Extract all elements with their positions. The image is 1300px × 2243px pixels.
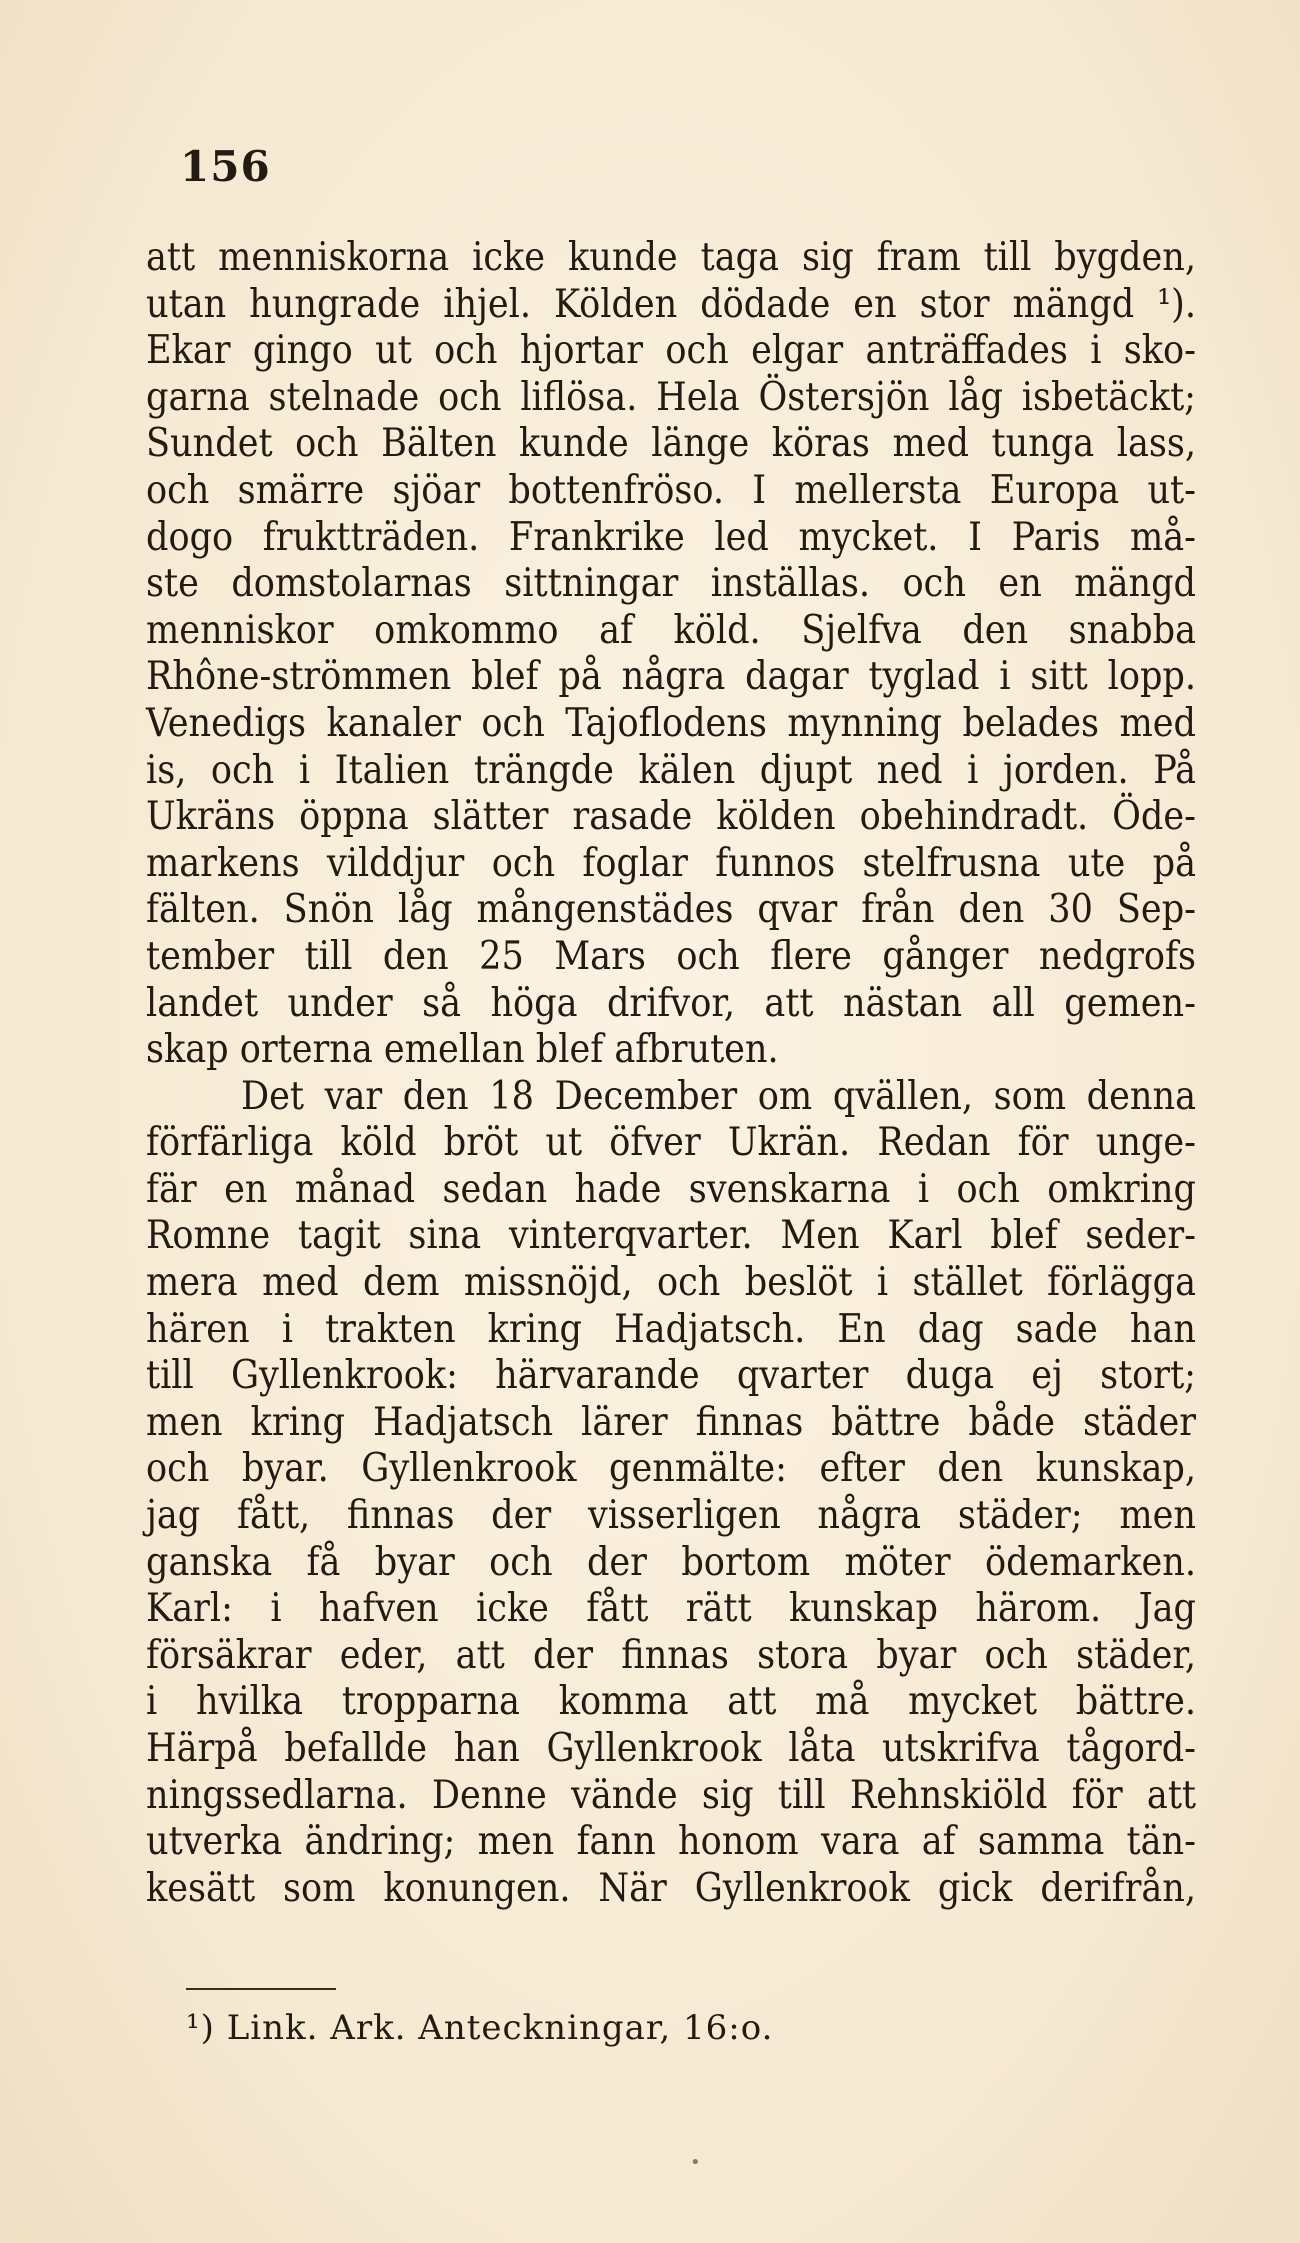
- text-line: ningssedlarna. Denne vände sig till Rehnskiöld för att: [146, 1772, 1196, 1818]
- text-line: hären i trakten kring Hadjatsch. En dag sade han: [146, 1306, 1196, 1352]
- text-line: till Gyllenkrook: härvarande qvarter duga ej stort;: [146, 1353, 1196, 1399]
- text-line: Sundet och Bälten kunde länge köras med tunga lass,: [146, 421, 1196, 467]
- text-line: Romne tagit sina vinterqvarter. Men Karl blef seder-: [146, 1213, 1196, 1259]
- text-line: att menniskorna icke kunde taga sig fram till bygden,: [146, 235, 1196, 280]
- print-speck: •: [690, 2152, 701, 2173]
- text-line: Karl: i hafven icke fått rätt kunskap härom. Jag: [146, 1586, 1196, 1632]
- text-line: Härpå befallde han Gyllenkrook låta utskrifva tågord-: [146, 1726, 1196, 1771]
- text-line: och byar. Gyllenkrook genmälte: efter den kunskap,: [146, 1446, 1196, 1492]
- text-line: i hvilka tropparna komma att må mycket bättre.: [146, 1679, 1196, 1725]
- text-line: ste domstolarnas sittningar inställas. och en mängd: [146, 561, 1196, 607]
- text-line: fälten. Snön låg mångenstädes qvar från den 30 Sep-: [146, 887, 1196, 933]
- text-line: utan hungrade ihjel. Kölden dödade en stor mängd ¹).: [146, 281, 1196, 327]
- text-line: menniskor omkommo af köld. Sjelfva den snabba: [146, 607, 1196, 653]
- text-line: Rhône-strömmen blef på några dagar tyglad i sitt lopp.: [146, 654, 1196, 700]
- text-line: försäkrar eder, att der finnas stora byar och städer,: [146, 1632, 1196, 1678]
- text-line: och smärre sjöar bottenfröso. I mellersta Europa ut-: [146, 467, 1196, 513]
- text-line: tember till den 25 Mars och flere gånger nedgrofs: [146, 933, 1196, 979]
- text-line: kesätt som konungen. När Gyllenkrook gick derifrån,: [146, 1865, 1196, 1911]
- text-line: is, och i Italien trängde kälen djupt ned i jorden. På: [146, 747, 1196, 793]
- text-line: Det var den 18 December om qvällen, som denna: [241, 1073, 1196, 1119]
- text-line: mera med dem missnöjd, och beslöt i stället förlägga: [146, 1260, 1196, 1306]
- body-text: [146, 235, 1196, 1912]
- text-line: markens vilddjur och foglar funnos stelfrusna ute på: [146, 840, 1196, 886]
- footnote: ¹) Link. Ark. Anteckningar, 16:o.: [186, 2008, 774, 2048]
- text-line: ganska få byar och der bortom möter ödemarken.: [146, 1539, 1196, 1585]
- footnote-divider: [186, 1988, 336, 1990]
- text-line: förfärliga köld bröt ut öfver Ukrän. Redan för unge-: [146, 1120, 1196, 1166]
- text-line: utverka ändring; men fann honom vara af samma tän-: [146, 1819, 1196, 1865]
- text-line: jag fått, finnas der visserligen några städer; men: [146, 1493, 1196, 1539]
- text-line: Ukräns öppna slätter rasade kölden obehindradt. Öde-: [146, 794, 1196, 840]
- text-line: dogo fruktträden. Frankrike led mycket. I Paris må-: [146, 514, 1196, 560]
- text-line: landet under så höga drifvor, att nästan all gemen-: [146, 980, 1196, 1026]
- text-line: Ekar gingo ut och hjortar och elgar anträffades i sko-: [146, 328, 1196, 374]
- page-number: 156: [180, 142, 271, 191]
- text-line: garna stelnade och liflösa. Hela Östersjön låg isbetäckt;: [146, 374, 1196, 420]
- text-line: men kring Hadjatsch lärer finnas bättre både städer: [146, 1399, 1196, 1445]
- text-line: skap orterna emellan blef afbruten.: [146, 1027, 779, 1073]
- text-line: fär en månad sedan hade svenskarna i och omkring: [146, 1166, 1196, 1212]
- text-line: Venedigs kanaler och Tajoflodens mynning belades med: [146, 700, 1196, 746]
